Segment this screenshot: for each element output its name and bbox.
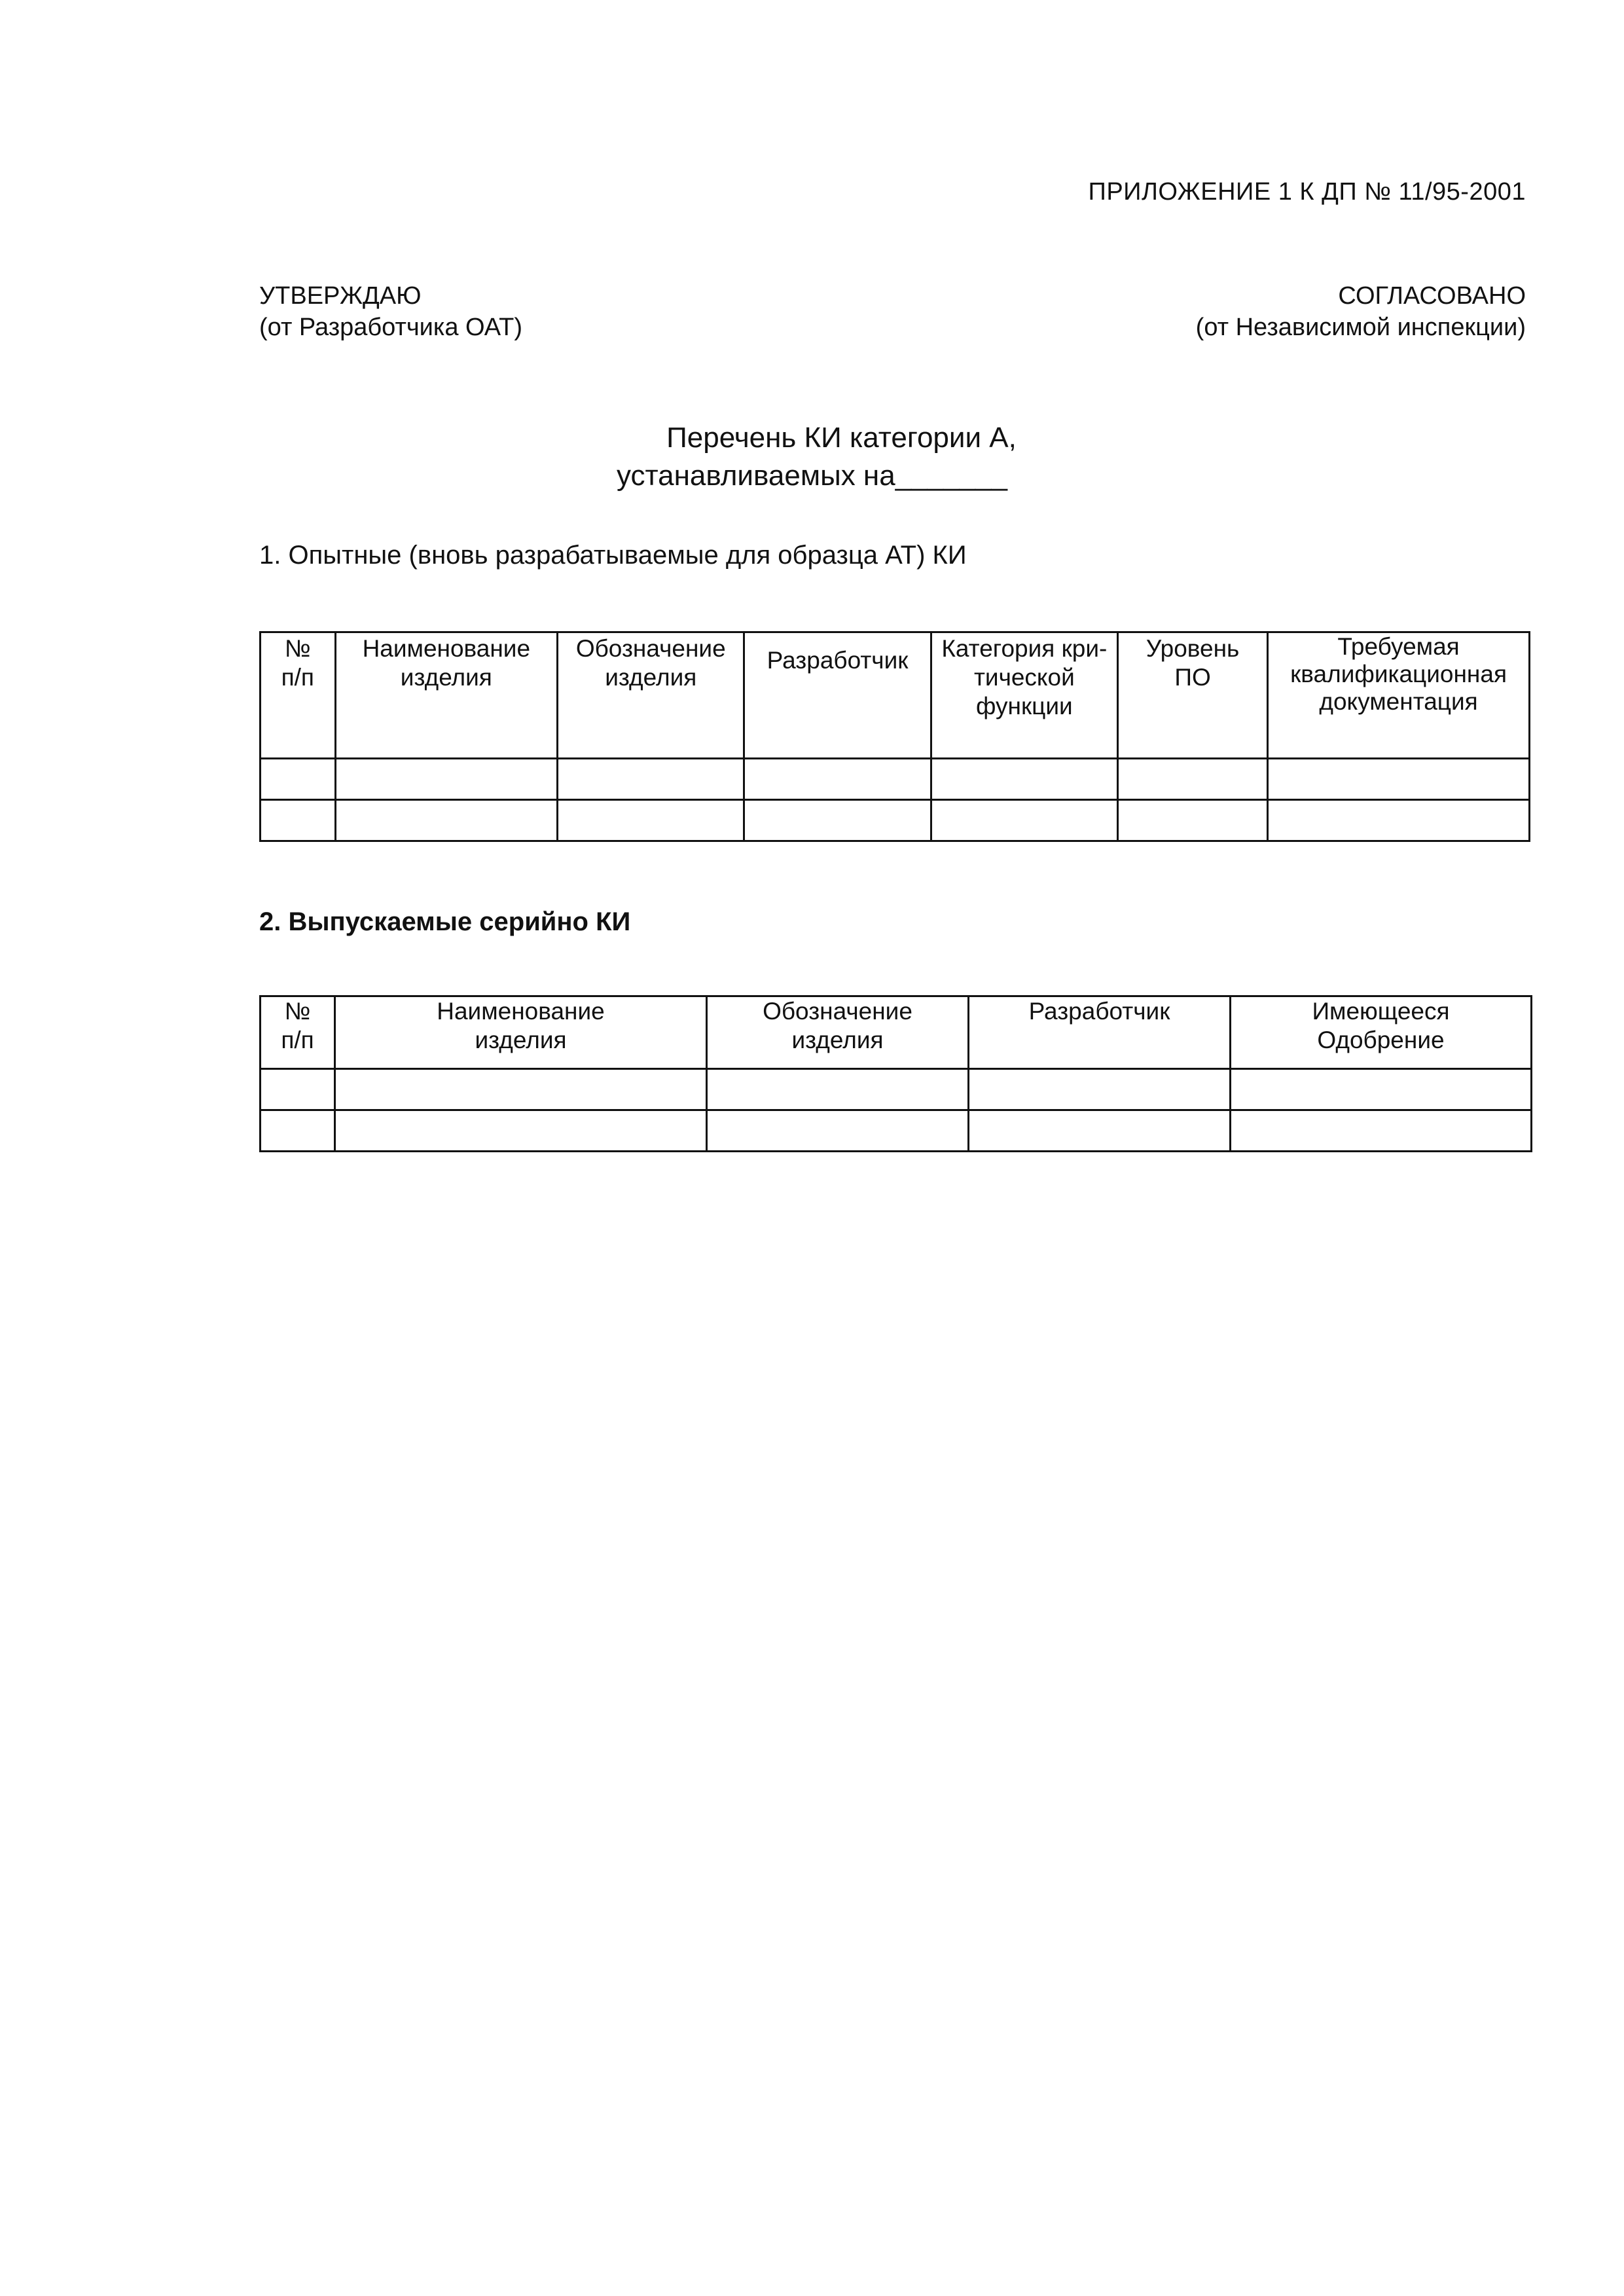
- table-cell: [707, 1069, 969, 1110]
- table-cell: [931, 759, 1117, 800]
- column-header-critical-function-category: Категория кри- тической функции: [931, 632, 1117, 759]
- table-cell: [969, 1069, 1231, 1110]
- table-cell: [744, 800, 931, 841]
- document-title: [0, 419, 1624, 495]
- table-cell: [558, 759, 744, 800]
- approve-subtitle: (от Разработчика ОАТ): [259, 314, 523, 341]
- table-cell: [558, 800, 744, 841]
- table-cell: [969, 1110, 1231, 1152]
- table-cell: [261, 1110, 335, 1152]
- table-cell: [261, 759, 336, 800]
- column-header-item-name: Наименование изделия: [335, 632, 558, 759]
- table-cell: [335, 1069, 707, 1110]
- table-header-row: [261, 632, 1530, 759]
- agree-title: СОГЛАСОВАНО: [1338, 282, 1526, 310]
- table-row: [261, 800, 1530, 841]
- agree-block: [1196, 280, 1526, 343]
- column-header-required-documentation: Требуемая квалификационная документация: [1268, 632, 1530, 759]
- agree-subtitle: (от Независимой инспекции): [1195, 314, 1526, 341]
- table-cell: [261, 800, 336, 841]
- document-title-line-2: устанавливаемых на_______: [616, 460, 1007, 492]
- table-cell: [1268, 759, 1530, 800]
- appendix-reference: ПРИЛОЖЕНИЕ 1 К ДП № 11/95-2001: [1088, 178, 1526, 206]
- table-cell: [335, 1110, 707, 1152]
- column-header-software-level: Уровень ПО: [1118, 632, 1268, 759]
- table-cell: [1231, 1110, 1532, 1152]
- table-row: [261, 1110, 1532, 1152]
- section-1-table: [259, 631, 1530, 842]
- column-header-item-designation: Обозначение изделия: [707, 996, 969, 1069]
- table-row: [261, 759, 1530, 800]
- table-cell: [335, 800, 558, 841]
- table-row: [261, 1069, 1532, 1110]
- section-2-heading: 2. Выпускаемые серийно КИ: [259, 907, 631, 936]
- table-cell: [1118, 800, 1268, 841]
- column-header-number: № п/п: [261, 632, 336, 759]
- approve-title: УТВЕРЖДАЮ: [259, 282, 422, 310]
- column-header-developer: Разработчик: [744, 632, 931, 759]
- table-cell: [1231, 1069, 1532, 1110]
- table-cell: [744, 759, 931, 800]
- table-cell: [1268, 800, 1530, 841]
- column-header-existing-approval: Имеющееся Одобрение: [1231, 996, 1532, 1069]
- document-title-line-1: Перечень КИ категории А,: [666, 422, 1017, 454]
- column-header-number: № п/п: [261, 996, 335, 1069]
- column-header-developer: Разработчик: [969, 996, 1231, 1069]
- column-header-item-designation: Обозначение изделия: [558, 632, 744, 759]
- column-header-item-name: Наименование изделия: [335, 996, 707, 1069]
- table-cell: [931, 800, 1117, 841]
- table-cell: [261, 1069, 335, 1110]
- section-2-table: [259, 995, 1532, 1152]
- section-1-heading: 1. Опытные (вновь разрабатываемые для образца АТ) КИ: [259, 541, 967, 570]
- table-cell: [707, 1110, 969, 1152]
- table-header-row: [261, 996, 1532, 1069]
- table-cell: [1118, 759, 1268, 800]
- table-cell: [335, 759, 558, 800]
- approve-block: [259, 280, 522, 343]
